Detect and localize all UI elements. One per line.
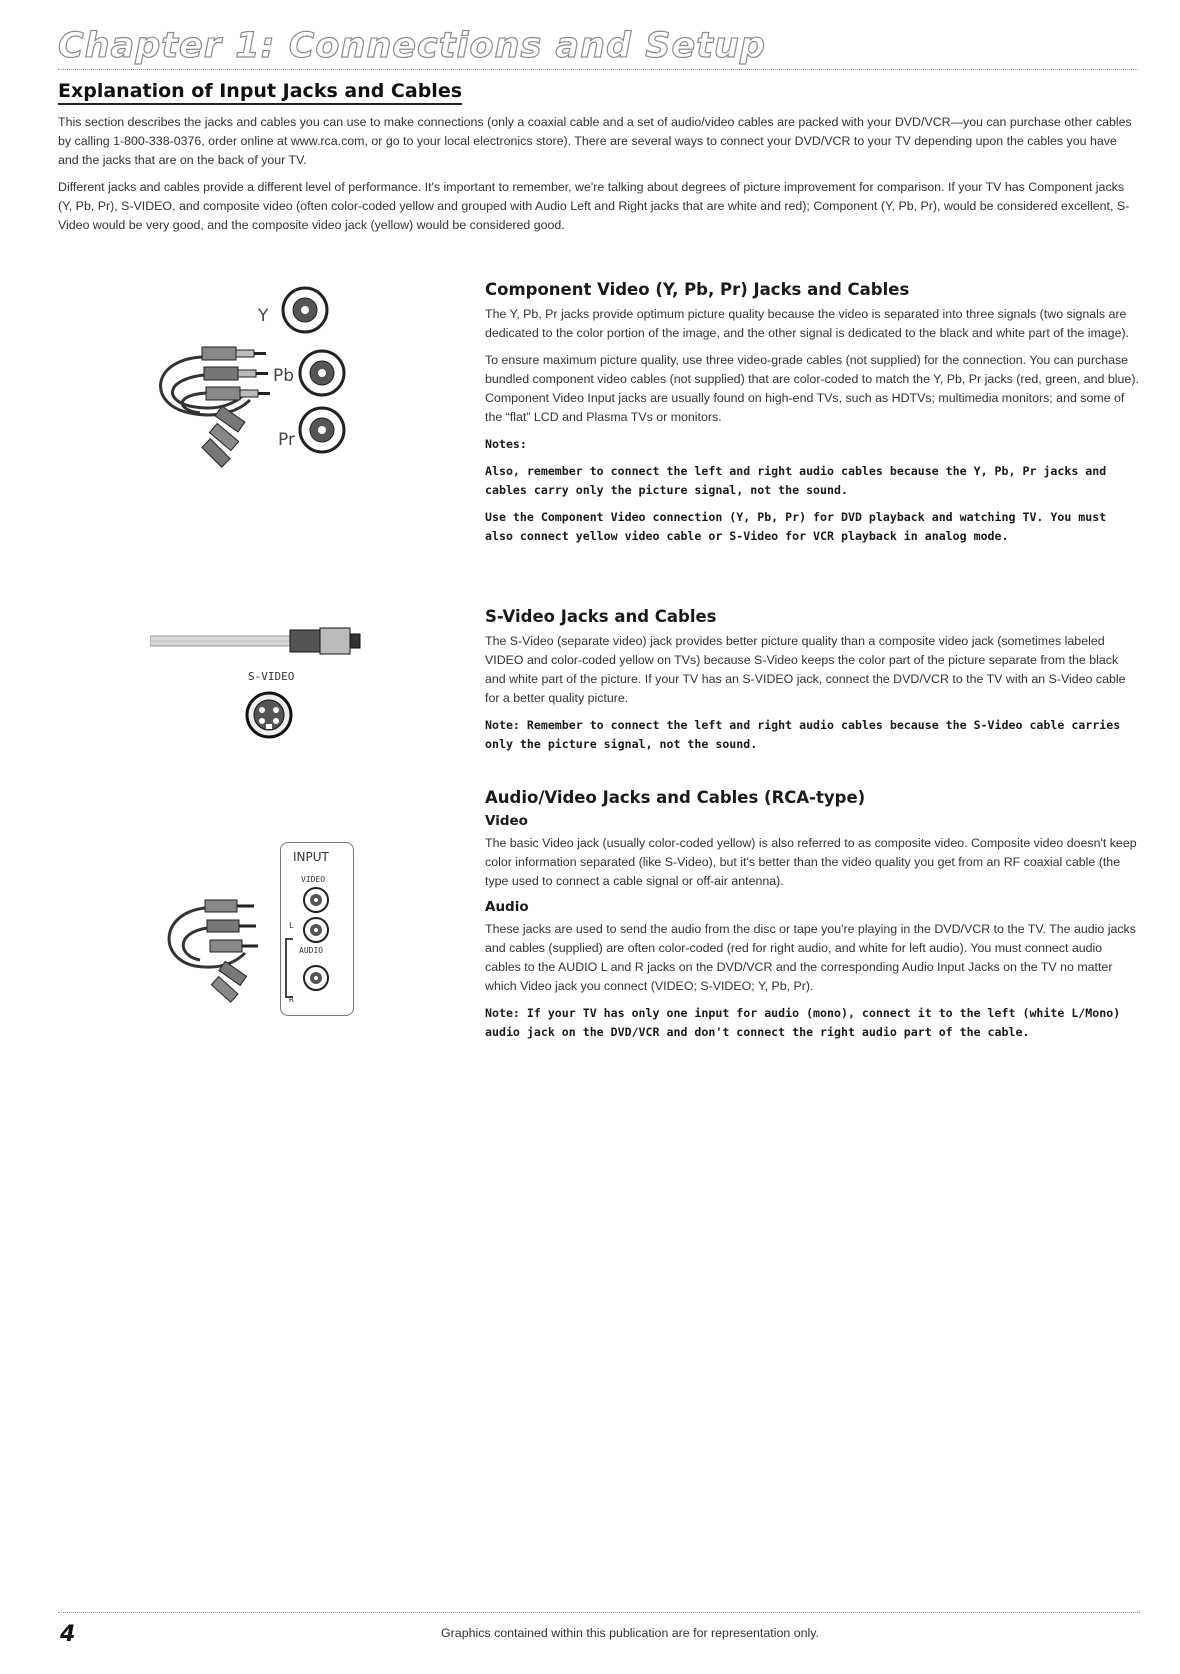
- chapter-title: Chapter 1: Connections and Setup: [58, 26, 1138, 70]
- intro-paragraph-1: This section describes the jacks and cables you can use to make connections (only a coaxial cable and a set of audio/video cables are packed with your DVD/VCR—you can purchase other cables by calling 1-800-338-0376, order online at www.rca.com, or go to your local electronics store). There are several ways to connect your DVD/VCR to your TV depending upon the cables you have and the jacks that are on the back of your TV.: [58, 115, 1132, 167]
- av-input-panel: [280, 842, 354, 1016]
- intro-text: [58, 113, 1138, 243]
- video-jack-label: VIDEO: [301, 875, 326, 884]
- video-jack-icon: [301, 885, 331, 915]
- notes-label: Notes:: [485, 437, 527, 451]
- pb-jack-label: Pb: [273, 366, 295, 386]
- bracket-line: [285, 938, 293, 998]
- component-paragraph-1: The Y, Pb, Pr jacks provide optimum picture quality because the video is separated into three signals (two signals are dedicated to the color portion of the image, and the other signal is dedicated to the black and white part of the image).: [485, 307, 1130, 340]
- av-section: [485, 788, 1140, 1050]
- svideo-cable-illustration: [150, 626, 375, 656]
- footer-note: Graphics contained within this publication are for representation only.: [441, 1626, 819, 1640]
- component-cable-illustration: [140, 285, 380, 490]
- svideo-jack-label: S-VIDEO: [248, 670, 295, 683]
- component-note-1: Also, remember to connect the left and right audio cables because the Y, Pb, Pr jacks and cables carry only the picture signal, not the sound.: [485, 464, 1107, 497]
- audio-left-jack-icon: [301, 915, 331, 945]
- av-note: Note: If your TV has only one input for audio (mono), connect it to the left (white L/Mono) audio jack on the DVD/VCR and don't connect the right audio part of the cable.: [485, 1006, 1121, 1039]
- input-panel-label: INPUT: [293, 850, 329, 864]
- audio-l-label: L: [289, 921, 294, 930]
- video-subtitle: Video: [485, 813, 528, 829]
- rca-plug-icon: [202, 347, 270, 400]
- av-title: Audio/Video Jacks and Cables (RCA-type): [485, 788, 866, 807]
- av-cable-illustration: [150, 878, 290, 1008]
- svideo-note: Note: Remember to connect the left and right audio cables because the S-Video cable carries only the picture signal, not the sound.: [485, 718, 1121, 751]
- section-title: Explanation of Input Jacks and Cables: [58, 80, 462, 105]
- footer-divider: [58, 1612, 1140, 1613]
- page-number: 4: [60, 1622, 76, 1647]
- audio-r-label: R: [289, 995, 294, 1004]
- svideo-jack-icon: [244, 690, 294, 740]
- video-paragraph: The basic Video jack (usually color-coded yellow) is also referred to as composite video. Composite video doesn't keep color information separated (like S-Video), but it's better than the video quality you get from an RF coaxial cable (the type used to connect a cable signal or off-air antenna).: [485, 836, 1137, 888]
- svideo-title: S-Video Jacks and Cables: [485, 607, 717, 626]
- pr-jack-label: Pr: [278, 430, 295, 450]
- component-paragraph-2: To ensure maximum picture quality, use three video-grade cables (not supplied) for the connection. You can purchase bundled component video cables (not supplied) that are color-coded to match the Y, Pb, Pr jacks (red, green, and blue). Component Video Input jacks are usually found on high-end TVs, such as HDTVs; multimedia monitors; and some of the “flat” LCD and Plasma TVs or monitors.: [485, 353, 1139, 424]
- pb-jack-icon: [300, 351, 344, 395]
- component-note-2: Use the Component Video connection (Y, Pb, Pr) for DVD playback and watching TV. You must also connect yellow video cable or S-Video for VCR playback in analog mode.: [485, 510, 1107, 543]
- svideo-paragraph: The S-Video (separate video) jack provides better picture quality than a composite video jack (sometimes labeled VIDEO and color-coded yellow on TVs) because S-Video keeps the color part of the picture separate from the black and white part of the picture. If your TV has an S-VIDEO jack, connect the DVD/VCR to the TV with an S-Video cable for a better quality picture.: [485, 634, 1126, 705]
- y-jack-label: Y: [258, 306, 269, 326]
- component-section: [485, 280, 1140, 554]
- component-title: Component Video (Y, Pb, Pr) Jacks and Cables: [485, 280, 910, 299]
- audio-panel-label: AUDIO: [299, 946, 324, 955]
- audio-subtitle: Audio: [485, 899, 529, 915]
- audio-paragraph: These jacks are used to send the audio from the disc or tape you're playing in the DVD/VCR to the TV. The audio jacks and cables (supplied) are often color-coded (red for right audio, and white for left audio). You must connect audio cables to the AUDIO L and R jacks on the DVD/VCR and the corresponding Audio Input Jacks on the TV no matter which Video jack you connect (VIDEO; S-VIDEO; Y, Pb, Pr).: [485, 922, 1136, 993]
- svideo-section: [485, 607, 1140, 762]
- audio-right-jack-icon: [301, 963, 331, 993]
- y-jack-icon: [283, 288, 327, 332]
- pr-jack-icon: [300, 408, 344, 452]
- intro-paragraph-2: Different jacks and cables provide a different level of performance. It's important to remember, we're talking about degrees of picture improvement for comparison. If your TV has Component jacks (Y, Pb, Pr), S-VIDEO, and composite video (often color-coded yellow and grouped with Audio Left and Right jacks that are white and red); Component (Y, Pb, Pr), would be considered excellent, S-Video would be very good, and the composite video jack (yellow) would be considered good.: [58, 180, 1130, 232]
